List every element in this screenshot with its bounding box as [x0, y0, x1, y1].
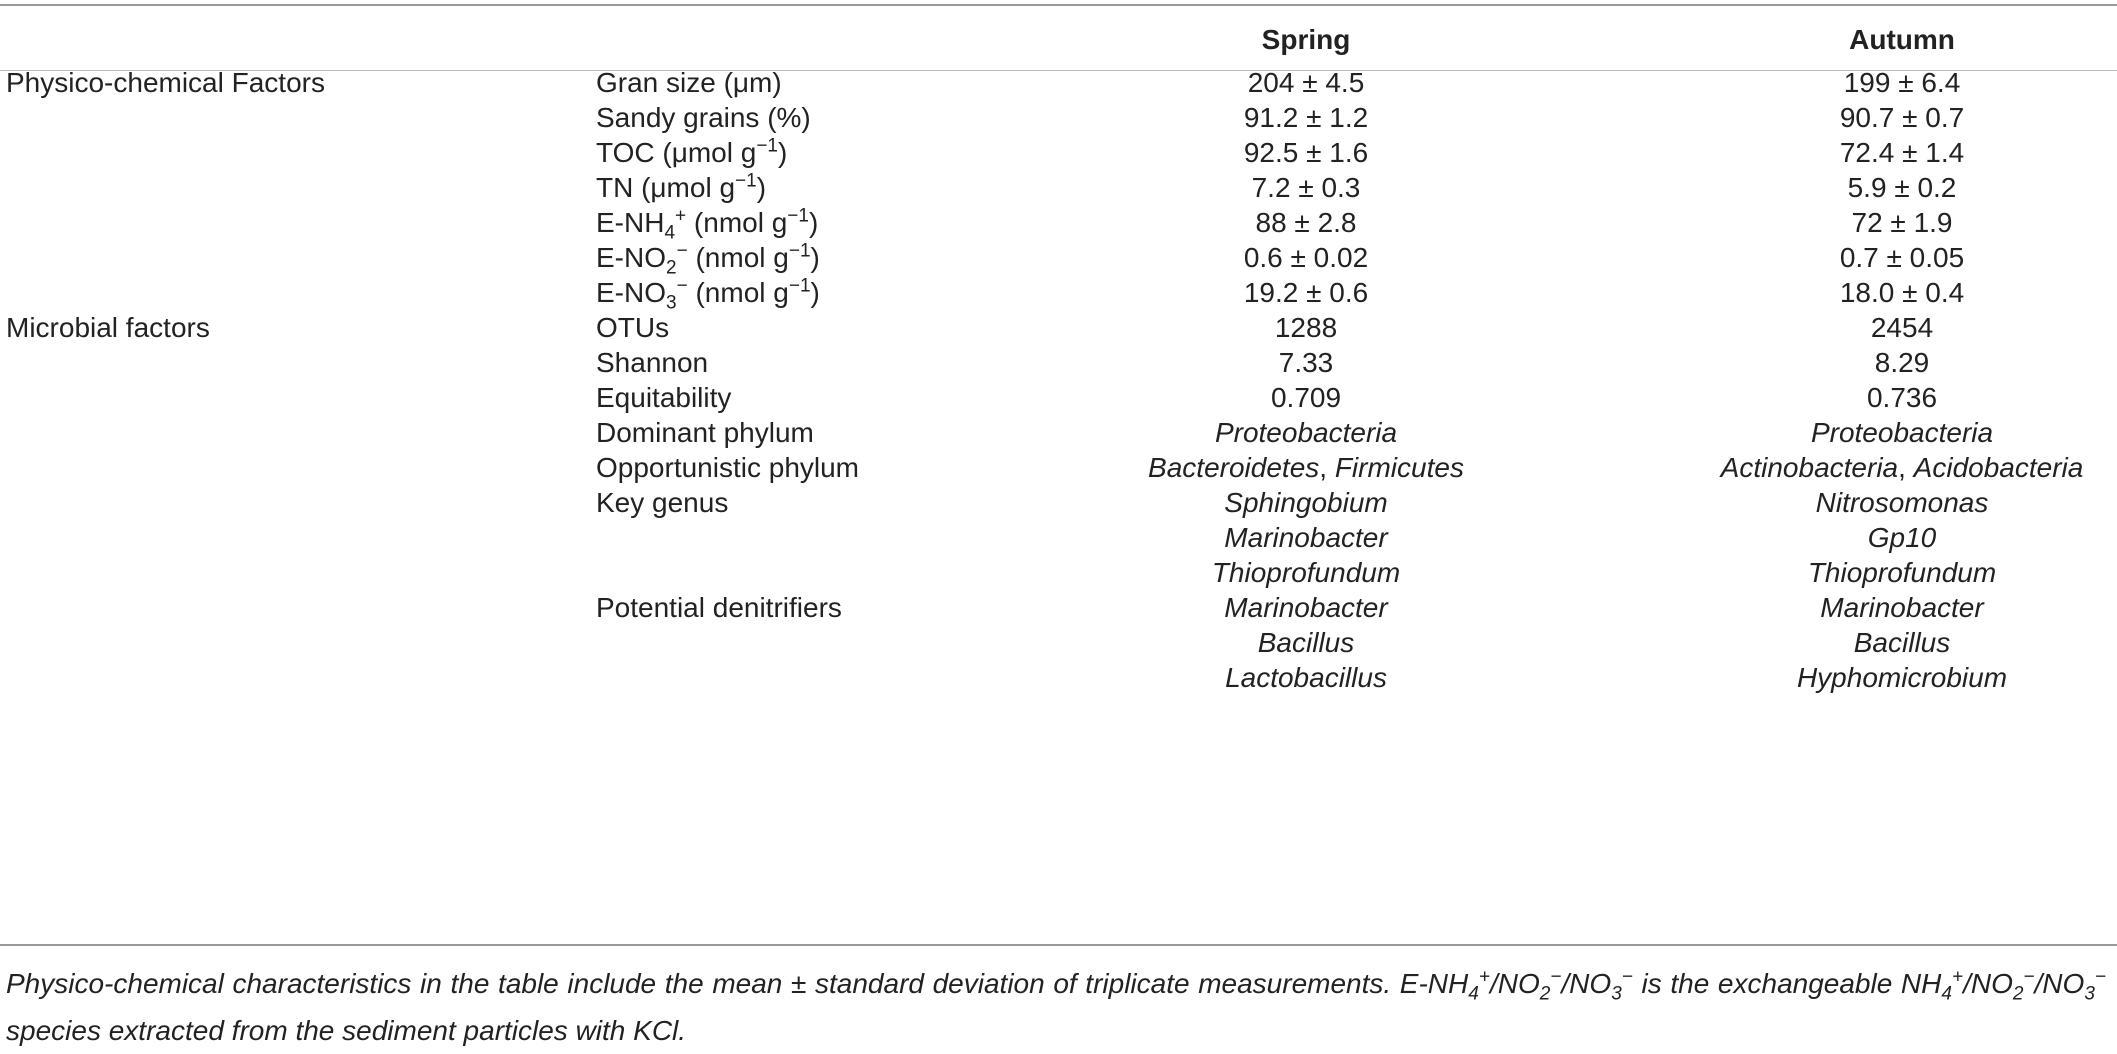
spring-value: Bacillus: [1257, 627, 1355, 658]
spring-value: Marinobacter: [1224, 592, 1388, 623]
spring-value: 91.2 ± 1.2: [1243, 102, 1369, 133]
row-label: Shannon: [596, 347, 709, 378]
spring-value: 0.709: [1270, 382, 1342, 413]
category-physico-chemical: Physico-chemical Factors: [6, 67, 325, 98]
autumn-value: Nitrosomonas: [1815, 487, 1989, 518]
header-autumn: Autumn: [1849, 24, 1955, 55]
autumn-value: Actinobacteria, Acidobacteria: [1720, 452, 2084, 483]
row-label: $E-NH_4^+$ (nmol $g^{-1}$): [596, 205, 819, 244]
autumn-value: 72 ± 1.9: [1851, 207, 1953, 238]
row-label: Key genus: [596, 487, 729, 518]
table-footnote: Physico-chemical characteristics in the table include the mean ± standard deviation of triplicate measurements. $E-NH_4^+/NO_2^-/NO_3^-$ is the exchangeable $NH_4^+/NO_2^-/NO_3^-$ species extracted from the sediment particles with KCl.: [6, 966, 2106, 1046]
table-bottom-rule: [0, 944, 2117, 946]
row-label: Sandy grains (%): [596, 102, 811, 133]
row-label: $E-NO_2^-$ (nmol $g^{-1}$): [596, 240, 820, 279]
row-label: Potential denitrifiers: [596, 592, 842, 623]
autumn-value: Thioprofundum: [1807, 557, 1997, 588]
spring-value: 0.6 ± 0.02: [1243, 242, 1369, 273]
table-top-rule: [0, 4, 2117, 6]
spring-value: 88 ± 2.8: [1255, 207, 1357, 238]
autumn-value: 8.29: [1874, 347, 1930, 378]
row-label: OTUs: [596, 312, 670, 343]
autumn-value: Proteobacteria: [1810, 417, 1994, 448]
row-label: Gran size (μm): [596, 67, 782, 98]
spring-value: 7.33: [1278, 347, 1334, 378]
spring-value: 1288: [1274, 312, 1338, 343]
spring-value: 204 ± 4.5: [1247, 67, 1365, 98]
autumn-value: 0.736: [1866, 382, 1938, 413]
category-microbial: Microbial factors: [6, 312, 210, 343]
autumn-value: 90.7 ± 0.7: [1839, 102, 1965, 133]
spring-value: 19.2 ± 0.6: [1243, 277, 1369, 308]
row-label: Equitability: [596, 382, 732, 413]
row-label: TOC (μmol $g^{-1}$): [596, 135, 788, 168]
autumn-value: Bacillus: [1853, 627, 1951, 658]
autumn-value: 199 ± 6.4: [1843, 67, 1961, 98]
spring-value: Sphingobium: [1224, 487, 1388, 518]
spring-value: Thioprofundum: [1211, 557, 1401, 588]
row-label: $E-NO_3^-$ (nmol $g^{-1}$): [596, 275, 820, 314]
spring-value: Marinobacter: [1224, 522, 1388, 553]
row-label: Dominant phylum: [596, 417, 814, 448]
autumn-value: 5.9 ± 0.2: [1847, 172, 1957, 203]
spring-value: Bacteroidetes, Firmicutes: [1148, 452, 1464, 483]
spring-value: 7.2 ± 0.3: [1251, 172, 1361, 203]
row-label: TN (μmol $g^{-1}$): [596, 170, 767, 203]
spring-value: Lactobacillus: [1225, 662, 1387, 693]
spring-value: Proteobacteria: [1214, 417, 1398, 448]
autumn-value: 2454: [1870, 312, 1934, 343]
spring-value: 92.5 ± 1.6: [1243, 137, 1369, 168]
header-spring: Spring: [1261, 24, 1351, 55]
row-label: Opportunistic phylum: [596, 452, 860, 483]
autumn-value: Hyphomicrobium: [1796, 662, 2008, 693]
autumn-value: 18.0 ± 0.4: [1839, 277, 1965, 308]
autumn-value: 0.7 ± 0.05: [1839, 242, 1965, 273]
autumn-value: Marinobacter: [1820, 592, 1984, 623]
autumn-value: 72.4 ± 1.4: [1839, 137, 1965, 168]
autumn-value: Gp10: [1867, 522, 1937, 553]
